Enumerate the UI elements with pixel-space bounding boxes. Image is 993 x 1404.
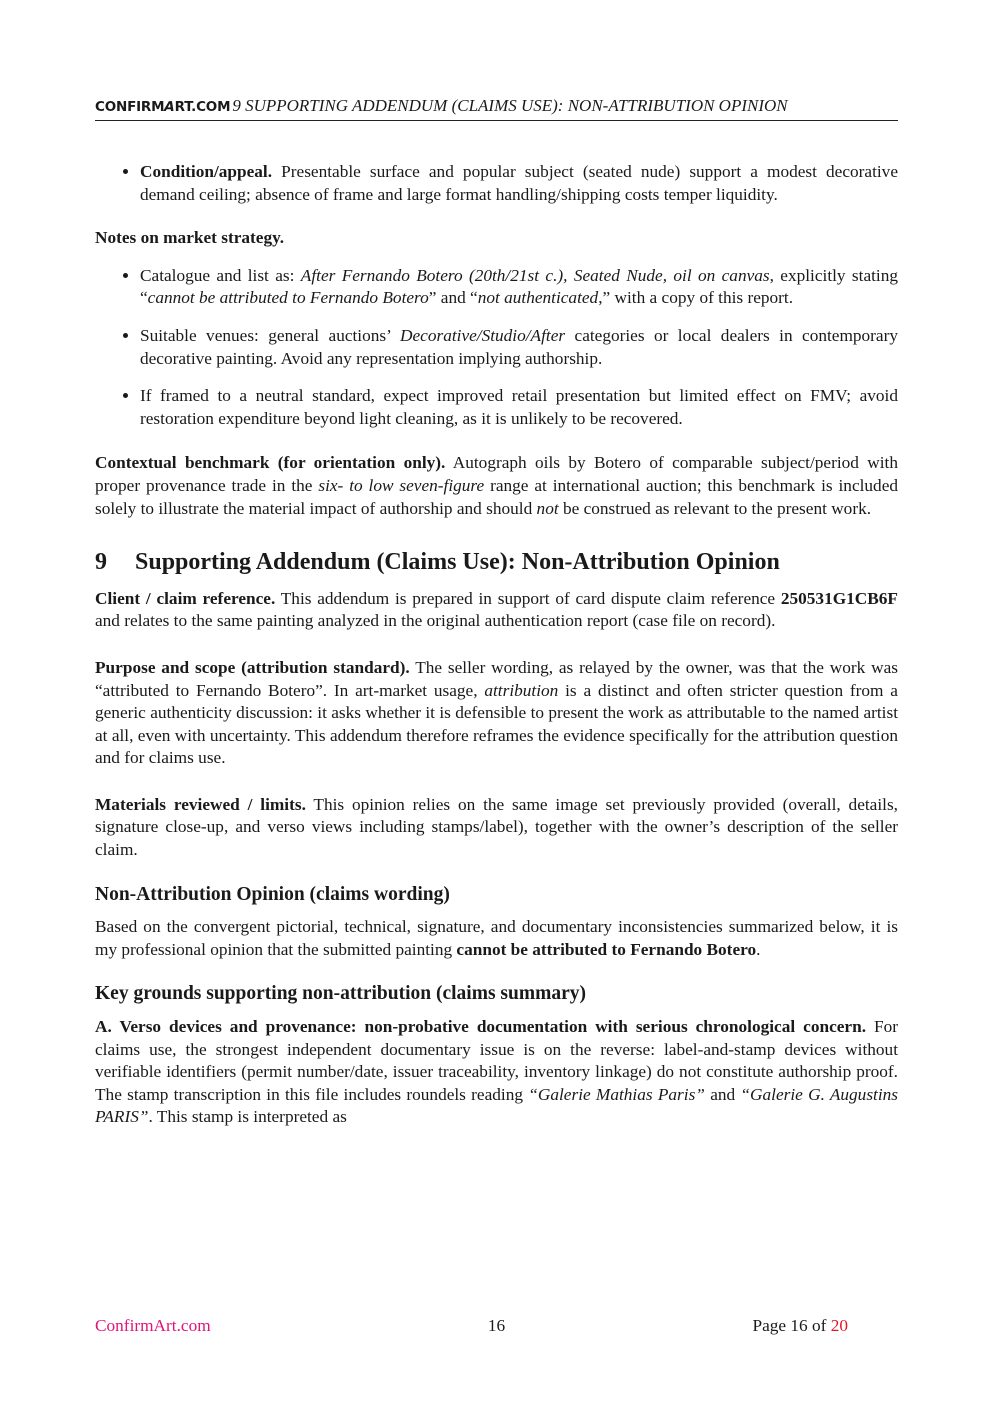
client-paragraph: Client / claim reference. This addendum is prepared in support of card dispute claim reference 250531G1CB6F and relates to the same painting analyzed in the original authentication report (case file on record). xyxy=(95,588,898,631)
footer-page-number: 16 xyxy=(487,1316,506,1335)
purpose-paragraph: Purpose and scope (attribution standard). The seller wording, as relayed by the owner, was that the work was “attributed to Fernando Botero”. In art-market usage, attribution is a distinct and often stricter question from a generic authenticity discussion: it asks whether it is defensible to present the work as attributable to the named artist at all, even with uncertainty. This addendum therefore reframes the evidence specifically for the attribution question and for claims use. xyxy=(95,657,898,768)
benchmark-paragraph: Contextual benchmark (for orientation only). Autograph oils by Botero of comparable subject/period with proper provenance trade in the six- to low seven-figure range at international auction; this benchmark is included solely to illustrate the material impact of authorship and should not be construed as relevant to the present work. xyxy=(95,453,899,518)
list-item xyxy=(140,161,898,206)
page-footer xyxy=(95,1316,898,1340)
section-heading: 9 Supporting Addendum (Claims Use): Non-Attribution Opinion xyxy=(95,549,780,576)
market-notes-heading: Notes on market strategy. xyxy=(95,228,285,248)
item-text: Presentable surface and popular subject (seated nude) support a modest decorative demand ceiling; absence of frame and large format handling/shipping costs temper liquidity. xyxy=(140,162,898,204)
grounds-heading: Key grounds supporting non-attribution (claims summary) xyxy=(95,983,586,1005)
page-body xyxy=(95,161,898,1129)
header-section-label: 9 SUPPORTING ADDENDUM (CLAIMS USE): NON-ATTRIBUTION OPINION xyxy=(232,96,788,115)
condition-list xyxy=(95,161,898,206)
running-header xyxy=(95,96,898,121)
footer-site-link[interactable]: ConfirmArt.com xyxy=(95,1316,211,1335)
total-pages-link[interactable]: 20 xyxy=(830,1316,848,1335)
opinion-heading: Non-Attribution Opinion (claims wording) xyxy=(95,883,450,905)
footer-page-count: Page 16 of 20 xyxy=(752,1316,848,1335)
site-logo: CONFIRMART.COM xyxy=(95,99,231,115)
list-item: • Suitable venues: general auctions’ Decorative/Studio/After categories or local dealers in contemporary decorative painting. Avoid any representation implying authorship. xyxy=(140,325,898,370)
opinion-paragraph: Based on the convergent pictorial, technical, signature, and documentary inconsistencies summarized below, it is my professional opinion that the submitted painting cannot be attributed to Fernando Botero. xyxy=(95,917,898,959)
list-item: • Catalogue and list as: After Fernando Botero (20th/21st c.), Seated Nude, oil on canvas, explicitly stating “cannot be attributed to Fernando Botero” and “not authenticated,” with a copy of this report. xyxy=(140,265,898,310)
item-lead: Condition/appeal. xyxy=(140,162,273,181)
page xyxy=(95,96,898,1129)
materials-paragraph: Materials reviewed / limits. This opinion relies on the same image set previously provided (overall, details, signature close-up, and verso views including stamps/label), together with the owner’s description of the seller claim. xyxy=(95,794,898,860)
grounds-paragraph: A. Verso devices and provenance: non-probative documentation with serious chronological concern. For claims use, the strongest independent documentary issue is on the reverse: label-and-stamp devices without verifiable identifiers (permit number/date, issuer traceability, inventory linkage) do not constitute authorship proof. The stamp transcription in this file includes roundels reading “Galerie Mathias Paris” and “Galerie G. Augustins PARIS”. This stamp is interpreted as xyxy=(95,1017,899,1127)
market-notes-list xyxy=(95,265,898,431)
list-item: • If framed to a neutral standard, expect improved retail presentation but limited effect on FMV; avoid restoration expenditure beyond light cleaning, as it is unlikely to be recovered. xyxy=(140,385,898,430)
